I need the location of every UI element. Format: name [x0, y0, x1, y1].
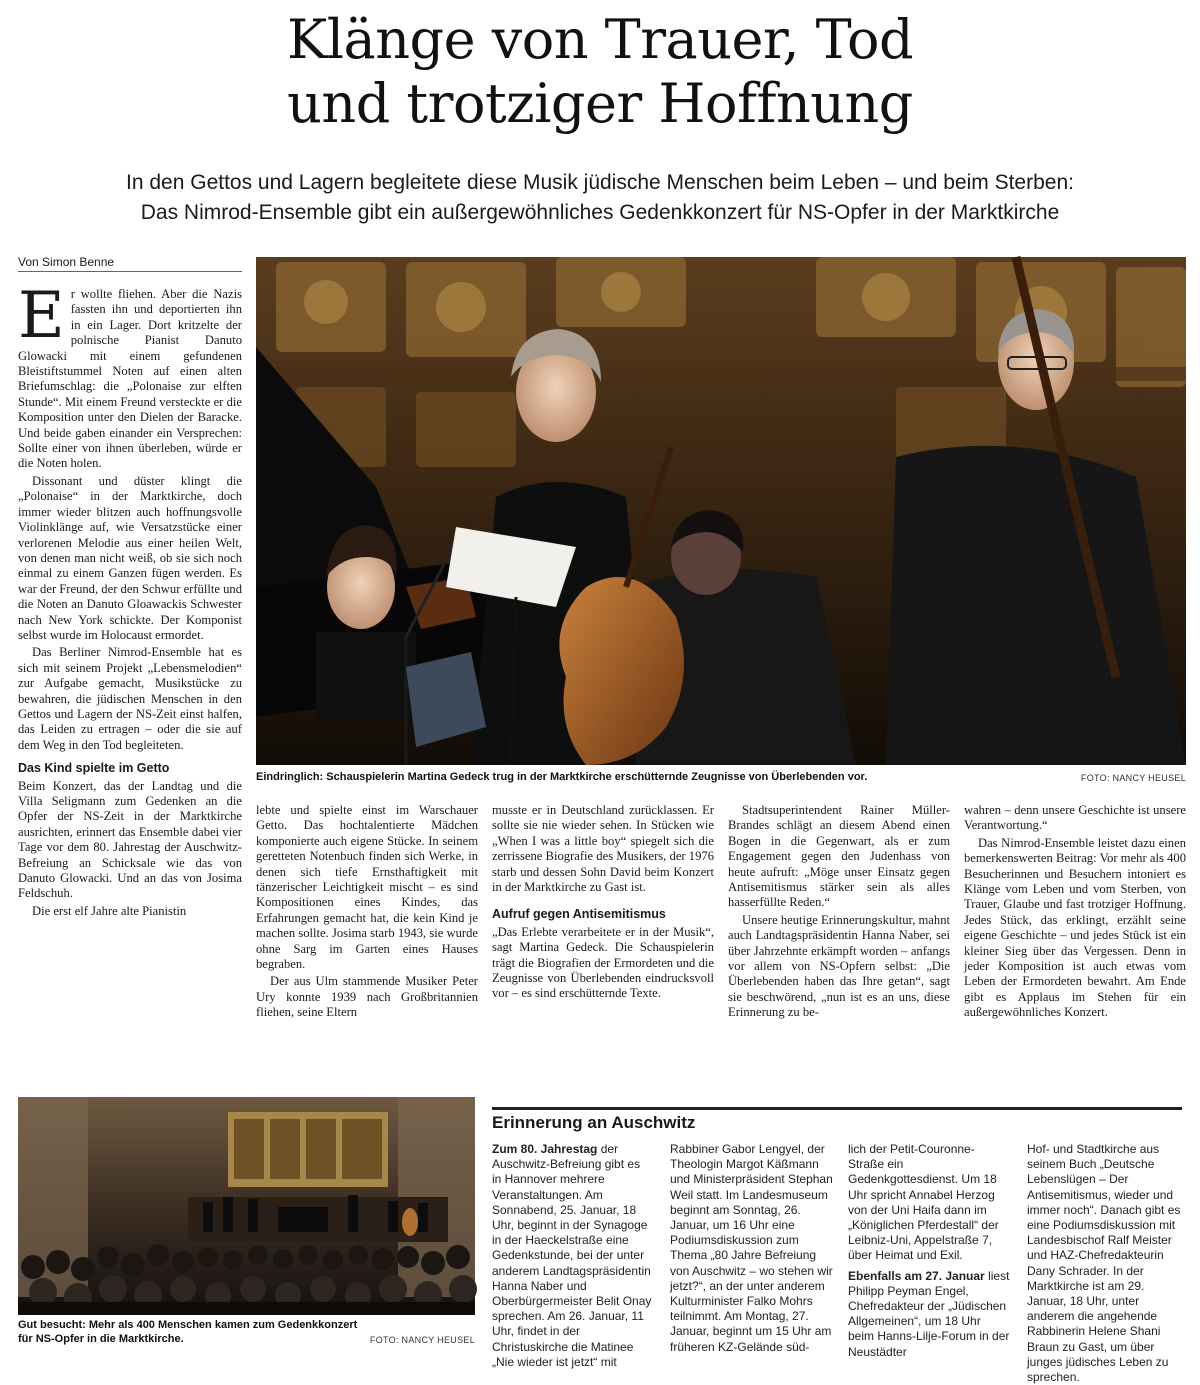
- article-column-5: [964, 803, 1186, 1021]
- infobox-lead: Ebenfalls am 27. Januar: [848, 1268, 985, 1283]
- paragraph: Er wollte fliehen. Aber die Nazis fassten ihn und deportierten ihn in ein Lager. Dort kritzelte der polnische Pianist Danuto Glowacki mit einem gefundenen Bleistiftstummel Noten auf einen alten Briefumschlag: die „Polonaise zur elften Stunde“. Mit einem Freund versteckte er die Komposition unter den Dielen der Baracke. Und beide gaben einander ein Versprechen: Sollte einer von ihnen überleben, würde er die Noten holen.: [18, 279, 242, 471]
- infobox-title: Erinnerung an Auschwitz: [492, 1107, 1182, 1133]
- subhead-line-1: In den Gettos und Lagern begleitete diese Musik jüdische Menschen beim Leben – und beim Sterben:: [126, 171, 1074, 194]
- paragraph: Beim Konzert, das der Landtag und die Villa Seligmann zum Gedenken an die Opfer der NS-Zeit in der Marktkirche ausrichten, erinnert das Ensemble dabei vier Tage vor dem 80. Jahrestag der Auschwitz-Befreiung an Schicksale wie das von Danuto Glowacki. Und an das von Josima Feldschuh.: [18, 778, 242, 901]
- infobox-column-2: Rabbiner Gabor Lengyel, der Theologin Margot Käßmann und Ministerpräsident Stephan Weil statt. Im Landesmuseum beginnt am Sonntag, 26. Januar, um 16 Uhr eine Podiumsdiskussion zum Thema „80 Jahre Befreiung von Auschwitz – wo stehen wir jetzt?“, an der unter anderem Kulturminister Falko Mohrs teilnimmt. Am Montag, 27. Januar, beginnt um 15 Uhr am früheren KZ-Gelände süd-: [670, 1142, 833, 1354]
- main-photo-credit: FOTO: NANCY HEUSEL: [1080, 773, 1186, 783]
- headline: [0, 8, 1200, 136]
- paragraph: Dissonant und düster klingt die „Polonaise“ in der Marktkirche, doch immer wieder blitzen auch hoffnungsvolle Violinklänge auf, wie Versatzstücke einer verlorenen Melodie aus einer heilen Welt, von denen man nicht weiß, ob sie sich noch einmal zu einem Ganzen fügen werden. Es war der Freund, der den Schwur erfüllte und die Noten an Danuto Gloawackis Schwester nach New York schickte. Der Komponist selbst wurde im Holocaust ermordet.: [18, 473, 242, 642]
- paragraph: Die erst elf Jahre alte Pianistin: [32, 903, 187, 918]
- main-photo-caption: Eindringlich: Schauspielerin Martina Gedeck trug in der Marktkirche erschütternde Zeugnisse von Überlebenden vor.: [256, 771, 868, 783]
- headline-line-1: Klänge von Trauer, Tod: [286, 8, 914, 71]
- drop-cap: E: [18, 279, 65, 353]
- paragraph: Stadtsuperintendent Rainer Müller-Brandes schlägt an diesem Abend einen Bogen in die Gegenwart, als er zum Engagement gegen den Judenhass von heute aufruft: „Möge unser Einsatz gegen Antisemitismus stärker sein als alles hasserfüllte Reden.“: [728, 803, 950, 910]
- concert-stage-photo: [256, 257, 1186, 765]
- infobox-column-4: Hof- und Stadtkirche aus seinem Buch „Deutsche Lebenslügen – Der Antisemitismus, wieder und immer noch“. Danach gibt es eine Podiumsdiskussion mit Landesbischof Ralf Meister und HAZ-Chefredakteurin Dany Schrader. In der Marktkirche ist am 29. Januar, 18 Uhr, unter anderem die angehende Rabbinerin Helene Shani Braun zu Gast, um über junges jüdisches Leben zu sprechen.: [1027, 1142, 1181, 1385]
- infobox-lead: Zum 80. Jahrestag: [492, 1142, 598, 1156]
- article-column-1: [18, 279, 242, 919]
- paragraph: Das Berliner Nimrod-Ensemble hat es sich mit seinem Projekt „Lebensmelodien“ zur Aufgabe gemacht, Musikstücke zu bewahren, die jüdischen Menschen in den Gettos und Lagern der NS-Zeit einst halfen, das Leiden zu ertragen – oder die sie auf dem Weg in den Tod begleiteten.: [18, 645, 242, 752]
- subheadline: [0, 168, 1200, 228]
- infobox-column-1: Zum 80. Jahrestag der Auschwitz-Befreiung gibt es in Hannover mehrere Veranstaltungen. Am Sonnabend, 25. Januar, 18 Uhr, beginnt in der Synagoge in der Haeckelstraße eine Gedenkstunde, bei der unter anderem Landtagspräsidentin Hanna Naber und Oberbürgermeister Belit Onay sprechen. Am 26. Januar, 11 Uhr, findet in der Christuskirche die Matinee „Nie wieder ist jetzt“ mit: [492, 1142, 652, 1369]
- infobox-column-3: lich der Petit-Couronne-Straße ein Gedenkgottesdienst. Um 18 Uhr spricht Annabel Herzog von der Uni Haifa dann im „Königlichen Pferdestall“ der Leibniz-Uni, Appelstraße 7, über Heimat und Exil. Ebenfalls am 27. Januar liest Philipp Peyman Engel, Chefredakteur der „Jüdischen Allgemeinen“, um 18 Uhr beim Hanns-Lilje-Forum in der Neustädter: [848, 1142, 1010, 1359]
- small-photo-credit: FOTO: NANCY HEUSEL: [369, 1335, 475, 1345]
- article-column-4: [728, 803, 950, 1021]
- main-photo-caption-row: [256, 770, 1186, 784]
- paragraph: wahren – denn unsere Geschichte ist unsere Verantwortung.“: [964, 803, 1186, 833]
- paragraph: Der aus Ulm stammende Musiker Peter Ury konnte 1939 nach Großbritannien fliehen, seine Eltern: [256, 974, 478, 1020]
- paragraph: musste er in Deutschland zurücklassen. Er sollte sie nie wieder sehen. In Stücken wie „When I was a little boy“ spiegelt sich die zerrissene Biografie des Musikers, der 1976 starb und dessen Sohn David beim Konzert in der Marktkirche zu Gast ist.: [492, 803, 714, 895]
- article-column-3: [492, 803, 714, 1002]
- main-photo: [256, 257, 1186, 765]
- small-photo-caption: Gut besucht: Mehr als 400 Menschen kamen zum Gedenkkonzert für NS-Opfer in die Marktkirche.: [18, 1319, 358, 1345]
- headline-line-2: und trotziger Hoffnung: [287, 72, 913, 135]
- audience-church-photo: [18, 1097, 475, 1315]
- paragraph: Das Nimrod-Ensemble leistet dazu einen bemerkenswerten Beitrag: Vor mehr als 400 Besucherinnen und Besuchern intoniert es Klänge vom Leben und vom Sterben, von Trauer, Glaube und fast trotziger Hoffnung. Jedes Stück, das erklingt, erzählt seine eigene Geschichte – und jedes Stück ist ein kleiner Sieg über das Vergessen. Denn in jeder Komposition ist auch etwas vom Leben der Ermordeten bewahrt. Am Ende gibt es Applaus im Stehen für ein außergewöhnliches Konzert.: [964, 835, 1186, 1020]
- paragraph: „Das Erlebte verarbeitete er in der Musik“, sagt Martina Gedeck. Die Schauspielerin trägt die Biografien der Ermordeten und die Zeugnisse von Überlebenden eindrucksvoll vor – es sind erschütternde Texte.: [492, 924, 714, 1001]
- article-column-2: [256, 803, 478, 1021]
- paragraph: Unsere heutige Erinnerungskultur, mahnt auch Landtagspräsidentin Hanna Naber, sei über Jahrzehnte erkämpft worden – anfangs vor allem von NS-Opfern selbst: „Die Überlebenden haben das Ihre getan“, sagt sie beschwörend, „nun ist es an uns, diese Erinnerung zu be-: [728, 912, 950, 1020]
- subhead-line-2: Das Nimrod-Ensemble gibt ein außergewöhnliches Gedenkkonzert für NS-Opfer in der Marktkirche: [140, 201, 1060, 224]
- subheading: Das Kind spielte im Getto: [18, 761, 170, 776]
- byline: Von Simon Benne: [18, 255, 242, 272]
- small-photo-caption-row: [18, 1318, 475, 1346]
- paragraph: lebte und spielte einst im Warschauer Getto. Das hochtalentierte Mädchen komponierte auch eigene Stücke. In seinem geretteten Notenbuch finden sich Werke, in denen sich tiefe Ernsthaftigkeit mit tänzerischer Leichtigkeit mischt – es sind Kompositionen eines Kindes, das Erfahrungen gemacht hat, die kein Kind je machen sollte. Josima starb 1943, sie wurde ohne Sarg im Garten eines Hauses begraben.: [256, 803, 478, 972]
- small-photo: [18, 1097, 475, 1315]
- subheading: Aufruf gegen Antisemitismus: [492, 907, 666, 922]
